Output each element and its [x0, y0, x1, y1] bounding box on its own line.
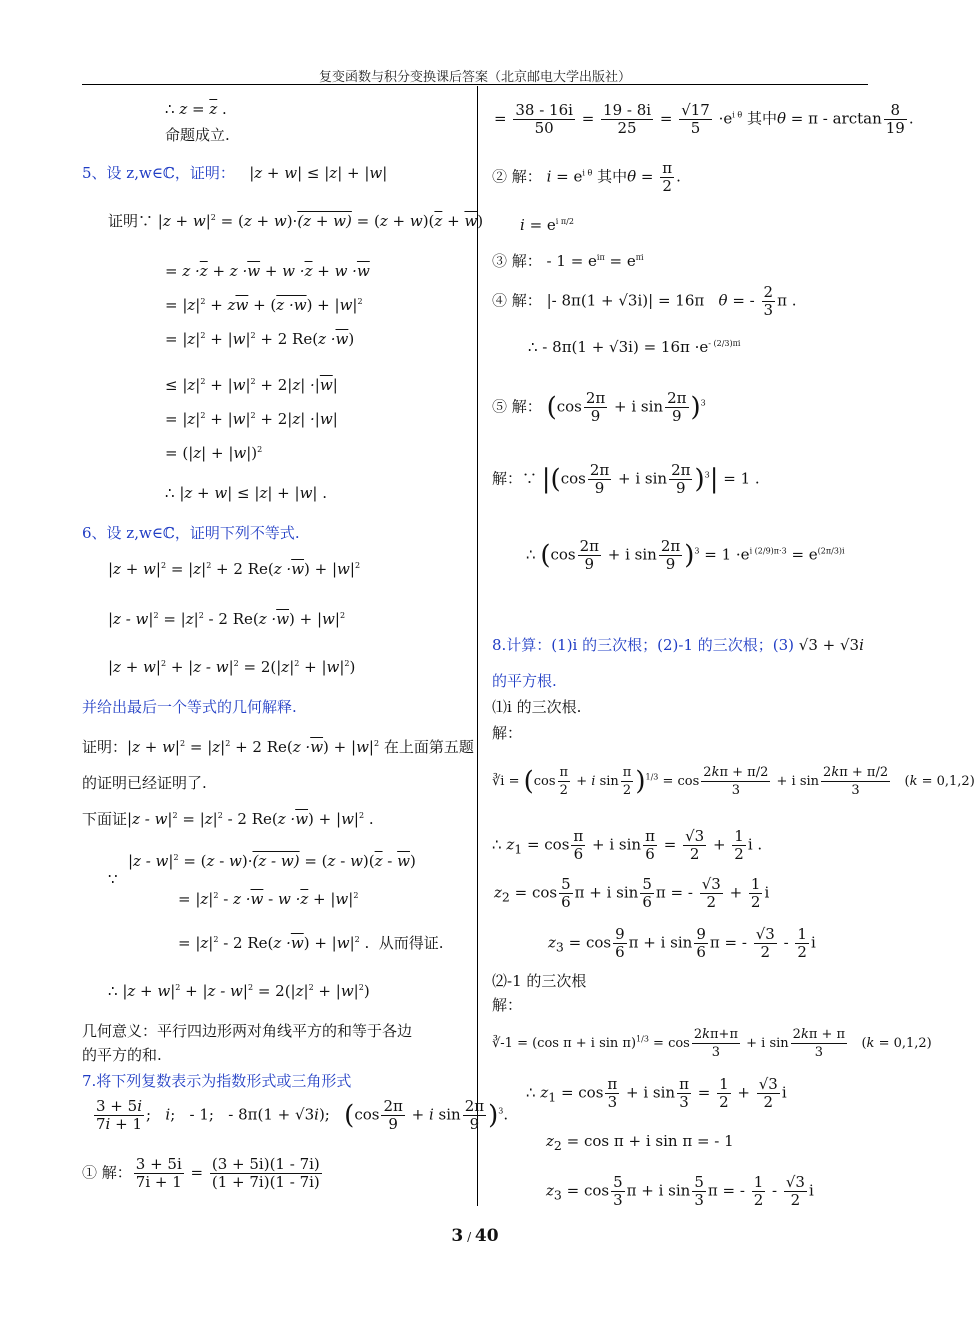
- proof5-line6: = $|z|^2 + |w|^2 + 2|z| \cdot|w|$: [165, 410, 338, 428]
- solution-1: ① 解： $\frac{3 + 5i}{7i + 1}$ = $\frac{(3 + 5i)(1 - 7i)}{(1 + 7i)(1 - 7i)}$: [82, 1155, 320, 1191]
- question-8: 8.计算：(1)i 的三次根；(2)-1 的三次根；(3) √3 + √3i: [492, 636, 864, 654]
- z2-minus1: $z_2 = \cos \pi + i$ sin π = - 1: [546, 1132, 734, 1153]
- proof6-line2: 的证明已经证明了.: [82, 774, 207, 792]
- proof6-line1: 证明：$|z + w|^2 = |z|^2 + 2$ $Re(z \cdot\overline{w}) + |w|^2$ 在上面第五题: [82, 738, 474, 756]
- solution-4: ④ 解： |- 8π(1 + √3i)| = 16π θ = - $\frac{2}{3}$ π .: [492, 283, 797, 319]
- solution-2: ② 解： $i = e^{i \theta}$ 其中θ = $\frac{\pi}{2}$ .: [492, 159, 681, 195]
- question-6-tail: 并给出最后一个等式的几何解释.: [82, 698, 297, 716]
- z3-minus1: $z_3 = \cos$ $\frac{5}{3}$ π + i sin $\frac{5}{3}$ π = - $\frac{1}{2}$ - $\frac{√3}{2}$ i: [546, 1173, 814, 1209]
- z2-i: $z_2 = \cos$ $\frac{5}{6}$ π + i sin $\frac{5}{6}$ π = - $\frac{√3}{2}$ + $\frac{1}{2}$ i: [494, 875, 770, 911]
- question-5: 5、设 z,w∈ℂ，证明： |z + w| ≤ |z| + |w|: [82, 164, 388, 182]
- column-divider: [477, 86, 478, 1206]
- cube-root-minus1-formula: ∛-1 = (cos π + i sin π)$^{1/3}$ = cos $\frac{2k\pi+\pi}{3}$ + i sin $\frac{2k\pi + \pi}{3}$ (k = 0,1,2): [492, 1027, 932, 1060]
- ineq-1: $|z + w|^2 = |z|^2 + 2$ $Re(z \cdot\overline{w}) + |w|^2$: [108, 560, 361, 578]
- question-8-tail: 的平方根.: [492, 672, 557, 690]
- part-2-title: ⑵-1 的三次根: [492, 972, 587, 990]
- proof5-line5: ≤ $|z|^2 + |w|^2 + 2|z| \cdot|\overline{w}|$: [165, 376, 338, 394]
- cube-root-i-formula: ∛i = (cos $\frac{\pi}{2}$ + i sin $\frac{\pi}{2}$ )$^{1/3}$ = cos $\frac{2k\pi + \pi/2}{3}$ + i sin $\frac{2k\pi + \pi/2}{3}$ (k = 0,1,2): [492, 765, 975, 798]
- part-2-solution-label: 解：: [492, 996, 523, 1014]
- because-symbol: ∵: [108, 870, 118, 888]
- solution-5-modulus: 解：∵ |(cos $\frac{2\pi}{9}$ + i sin $\frac{2\pi}{9}$ )$^3$| = 1 .: [492, 461, 760, 497]
- therefore-line: ∴ $z = \overline{z}$ .: [165, 100, 227, 118]
- proof6-line6: = $|z|^2 - 2$ $Re(z \cdot\overline{w}) + |w|^2$ . 从而得证.: [178, 934, 444, 952]
- z3-i: $z_3 = \cos$ $\frac{9}{6}$ π + i sin $\frac{9}{6}$ π = - $\frac{√3}{2}$ - $\frac{1}{2}$ i: [548, 925, 816, 961]
- proof5-line4: = $|z|^2 + |w|^2 + 2$ $Re(z \cdot\overline{w})$: [165, 330, 355, 348]
- question-7: 7.将下列复数表示为指数形式或三角形式: [82, 1072, 352, 1090]
- part-1-solution-label: 解：: [492, 724, 523, 742]
- ineq-3: $|z + w|^2 + |z - w|^2 = 2(|z|^2 + |w|^2)$: [108, 658, 356, 676]
- z1-i: ∴ $z_1 = \cos$ $\frac{\pi}{6}$ + i sin $\frac{\pi}{6}$ = $\frac{√3}{2}$ + $\frac{1}{2}$ i .: [492, 827, 763, 863]
- q7-items: $\frac{3 + 5i}{7i + 1}$ ; i; - 1; - 8π(1 + √3i); (cos $\frac{2\pi}{9}$ + i sin $\frac{2\pi}{9}$ )$^3$.: [96, 1097, 509, 1133]
- conclusion: 命题成立.: [165, 126, 230, 144]
- page-number: 3 / 40: [451, 1226, 499, 1246]
- proof6-line7: ∴ $|z + w|^2 + |z - w|^2 = 2(|z|^2 + |w|^2)$: [108, 982, 370, 1000]
- solution-1-result: = $\frac{38 - 16i}{50}$ = $\frac{19 - 8i}{25}$ = $\frac{√17}{5}$ $\cdot e^{i \theta}$ 其中θ = π - arctan $\frac{8}{19}$ .: [494, 101, 914, 137]
- proof6-line3: 下面证$|z - w|^2 = |z|^2 - 2$ $Re(z \cdot\overline{w}) + |w|^2$ .: [82, 810, 374, 828]
- proof5-line7: = $(|z| + |w|)^2$: [165, 444, 263, 462]
- solution-4-result: ∴ - $8\pi(1 + √3i) = 16\pi \cdot e^{- (2/3)\pi i}$: [528, 338, 741, 356]
- proof6-line5: = $|z|^2 - z \cdot\overline{w} - w \cdot\overline{z} + |w|^2$: [178, 890, 359, 908]
- page-header: 复变函数与积分变换课后答案（北京邮电大学出版社）: [318, 70, 631, 85]
- z1-minus1: ∴ $z_1 = \cos$ $\frac{\pi}{3}$ + i sin $\frac{\pi}{3}$ = $\frac{1}{2}$ + $\frac{√3}{2}$ i: [526, 1075, 787, 1111]
- header-rule: [82, 84, 868, 85]
- geometric-meaning-2: 的平方的和.: [82, 1046, 162, 1064]
- solution-2-result: $i = e^{i \pi/2}$: [520, 216, 574, 234]
- solution-5-result: ∴ (cos $\frac{2\pi}{9}$ + i sin $\frac{2\pi}{9}$ )$^3 = 1 \cdot e^{i (2/9)\pi\cdot 3} = e^{(2\pi/3)i}$: [526, 537, 845, 573]
- question-6: 6、设 z,w∈ℂ，证明下列不等式.: [82, 524, 300, 542]
- geometric-meaning: 几何意义：平行四边形两对角线平方的和等于各边: [82, 1022, 413, 1040]
- proof5-line1: 证明∵ $|z + w|^2 = (z + w)\cdot(z + w) = (z + w)(\overline{z} + \overline{w})$: [108, 212, 484, 230]
- part-1-title: ⑴i 的三次根.: [492, 698, 582, 716]
- solution-5: ⑤ 解： (cos $\frac{2\pi}{9}$ + i sin $\frac{2\pi}{9}$ )$^3$: [492, 389, 706, 425]
- proof6-line4: $|z - w|^2 = (z - w)\cdot(z - w) = (z - w)(\overline{z} - \overline{w})$: [128, 852, 416, 870]
- solution-3: ③ 解： - $1 = e^{i\pi} = e^{\pi i}$: [492, 252, 644, 270]
- proof5-line3: = $|z|^2 + z\overline{w} + (z \cdot w) + |w|^2$: [165, 296, 363, 314]
- proof5-line2: = $z \cdot\overline{z} + z \cdot\overline{w} + w \cdot\overline{z} + w \cdot\overline{w}$: [165, 262, 370, 280]
- ineq-2: $|z - w|^2 = |z|^2 - 2$ $Re(z \cdot\overline{w}) + |w|^2$: [108, 610, 346, 628]
- proof5-line8: ∴ |z + w| ≤ |z| + |w| .: [165, 484, 328, 502]
